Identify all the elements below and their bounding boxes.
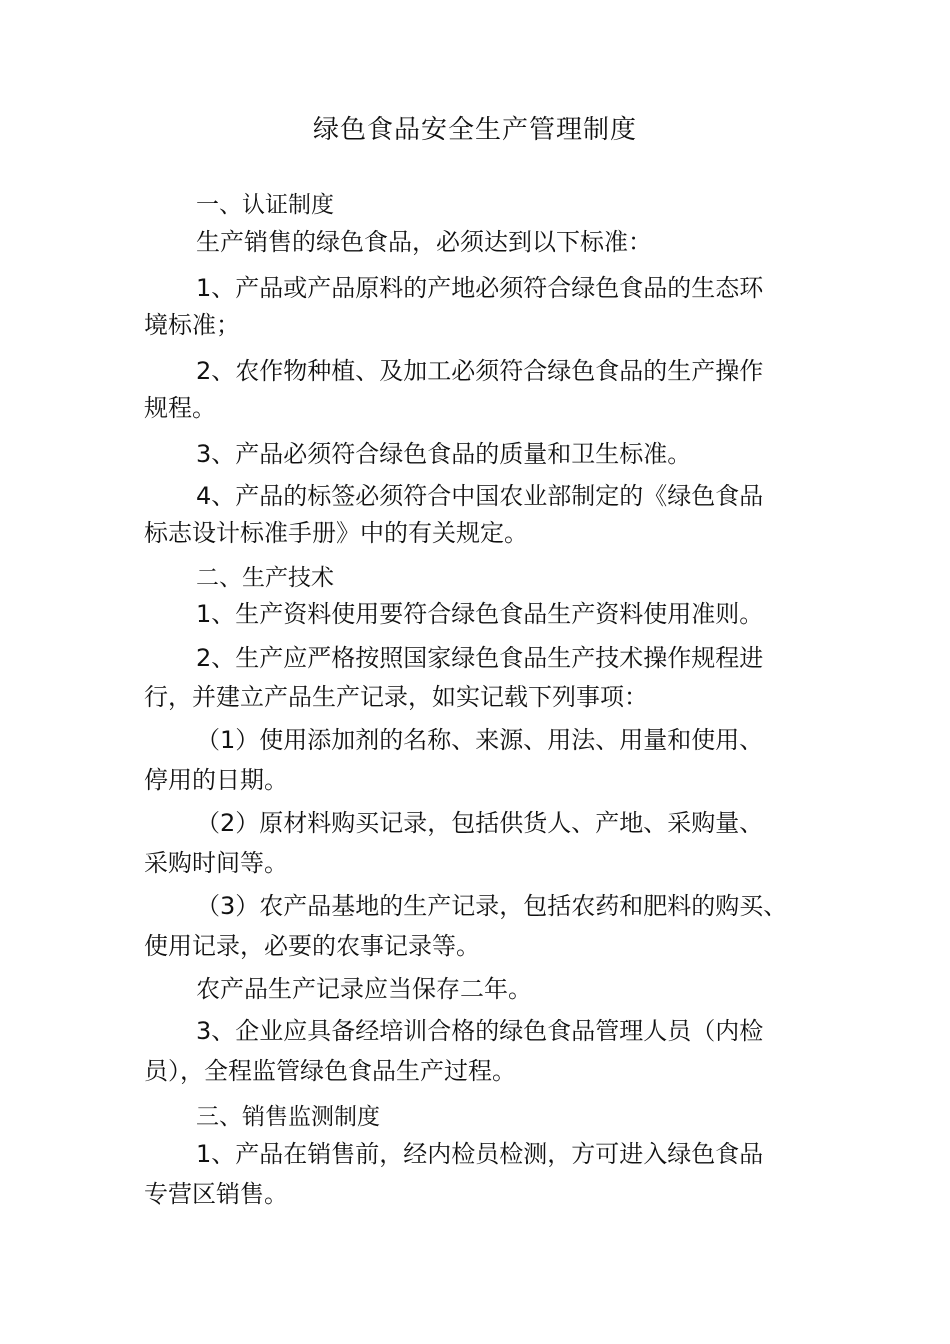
paragraph-line: 3、企业应具备经培训合格的绿色食品管理人员（内检 bbox=[196, 1017, 764, 1045]
paragraph-line: 行，并建立产品生产记录，如实记载下列事项： bbox=[144, 683, 648, 711]
paragraph-line: 生产销售的绿色食品，必须达到以下标准： bbox=[196, 228, 652, 256]
section-heading-certification: 一、认证制度 bbox=[196, 192, 334, 218]
document-title: 绿色食品安全生产管理制度 bbox=[312, 115, 637, 145]
paragraph-line: 3、产品必须符合绿色食品的质量和卫生标准。 bbox=[196, 440, 692, 468]
paragraph-line: 标志设计标准手册》中的有关规定。 bbox=[144, 519, 528, 547]
paragraph-line: 使用记录，必要的农事记录等。 bbox=[144, 932, 480, 960]
paragraph-line: 采购时间等。 bbox=[144, 849, 288, 877]
paragraph-line: 1、产品在销售前，经内检员检测，方可进入绿色食品 bbox=[196, 1140, 764, 1168]
section-heading-sales: 三、销售监测制度 bbox=[196, 1104, 380, 1130]
paragraph-line: 农产品生产记录应当保存二年。 bbox=[196, 975, 532, 1003]
section-heading-production: 二、生产技术 bbox=[196, 565, 334, 591]
paragraph-line: 停用的日期。 bbox=[144, 766, 288, 794]
paragraph-line: （3）农产品基地的生产记录，包括农药和肥料的购买、 bbox=[196, 892, 788, 920]
paragraph-line: 规程。 bbox=[144, 394, 216, 422]
paragraph-line: 1、产品或产品原料的产地必须符合绿色食品的生态环 bbox=[196, 274, 764, 302]
paragraph-line: （1）使用添加剂的名称、来源、用法、用量和使用、 bbox=[196, 726, 764, 754]
paragraph-line: 2、农作物种植、及加工必须符合绿色食品的生产操作 bbox=[196, 357, 764, 385]
paragraph-line: 1、生产资料使用要符合绿色食品生产资料使用准则。 bbox=[196, 600, 764, 628]
paragraph-line: 2、生产应严格按照国家绿色食品生产技术操作规程进 bbox=[196, 644, 764, 672]
paragraph-line: 境标准； bbox=[144, 311, 240, 339]
paragraph-line: （2）原材料购买记录，包括供货人、产地、采购量、 bbox=[196, 809, 764, 837]
paragraph-line: 4、产品的标签必须符合中国农业部制定的《绿色食品 bbox=[196, 482, 764, 510]
paragraph-line: 专营区销售。 bbox=[144, 1180, 288, 1208]
paragraph-line: 员），全程监管绿色食品生产过程。 bbox=[144, 1057, 516, 1085]
